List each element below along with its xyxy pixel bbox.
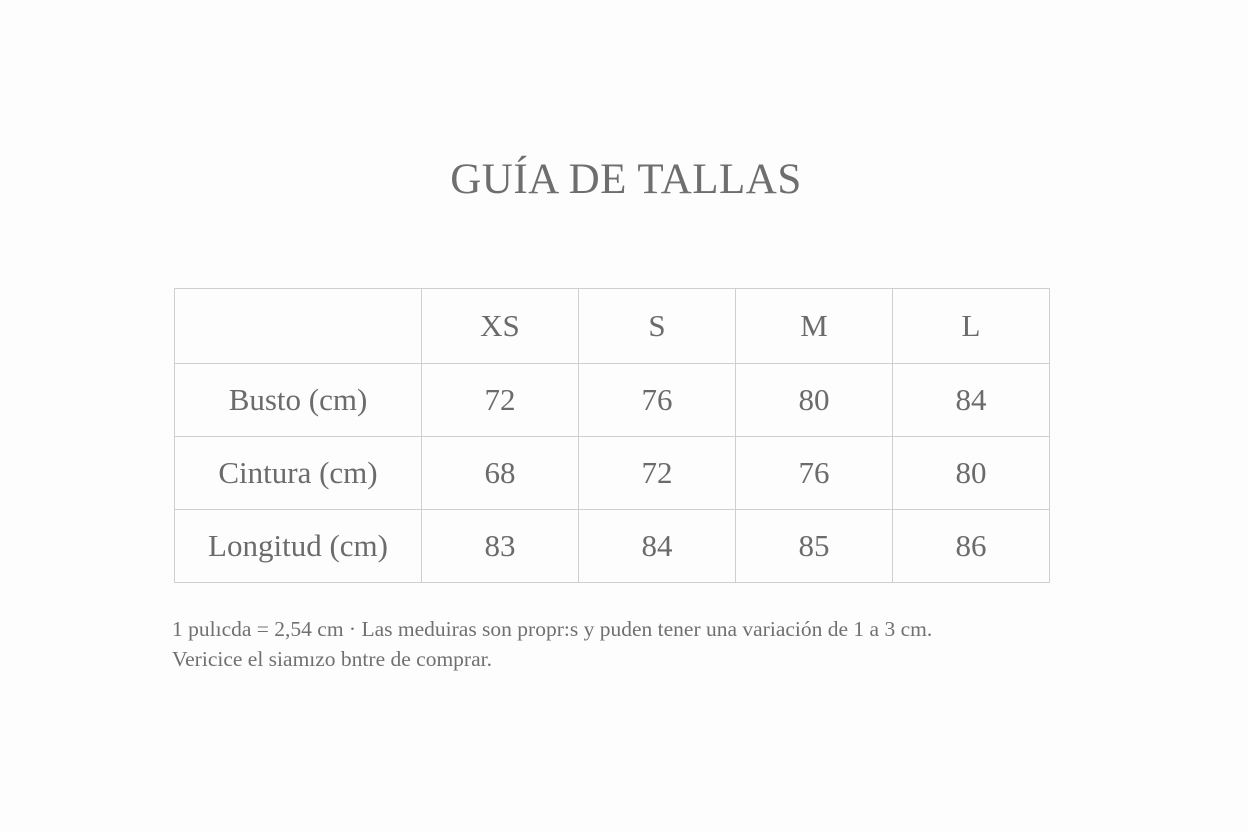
row-label-busto: Busto (cm) xyxy=(175,364,422,437)
table-corner-cell xyxy=(175,289,422,364)
table-cell: 68 xyxy=(422,437,579,510)
size-header-l: L xyxy=(893,289,1050,364)
row-label-longitud: Longitud (cm) xyxy=(175,510,422,583)
row-label-cintura: Cintura (cm) xyxy=(175,437,422,510)
table-cell: 83 xyxy=(422,510,579,583)
footnote-line-1: 1 pulıcda = 2,54 cm · Las meduiras son propr:s y puden tener una variación de 1 a 3 cm. xyxy=(172,617,933,641)
table-row xyxy=(175,510,1050,583)
table-row xyxy=(175,364,1050,437)
size-table xyxy=(174,288,1050,583)
size-header-m: M xyxy=(736,289,893,364)
table-cell: 86 xyxy=(893,510,1050,583)
size-header-xs: XS xyxy=(422,289,579,364)
table-cell: 84 xyxy=(579,510,736,583)
table-cell: 85 xyxy=(736,510,893,583)
table-header-row xyxy=(175,289,1050,364)
size-header-s: S xyxy=(579,289,736,364)
table-cell: 72 xyxy=(422,364,579,437)
table-cell: 84 xyxy=(893,364,1050,437)
table-row xyxy=(175,437,1050,510)
footnote-line-2: Vericice el siamızo bntre de comprar. xyxy=(172,647,492,671)
table-cell: 76 xyxy=(736,437,893,510)
table-cell: 72 xyxy=(579,437,736,510)
footnote xyxy=(172,614,1092,674)
table-cell: 76 xyxy=(579,364,736,437)
table-cell: 80 xyxy=(893,437,1050,510)
table-cell: 80 xyxy=(736,364,893,437)
page-title: GUÍA DE TALLAS xyxy=(450,156,802,203)
